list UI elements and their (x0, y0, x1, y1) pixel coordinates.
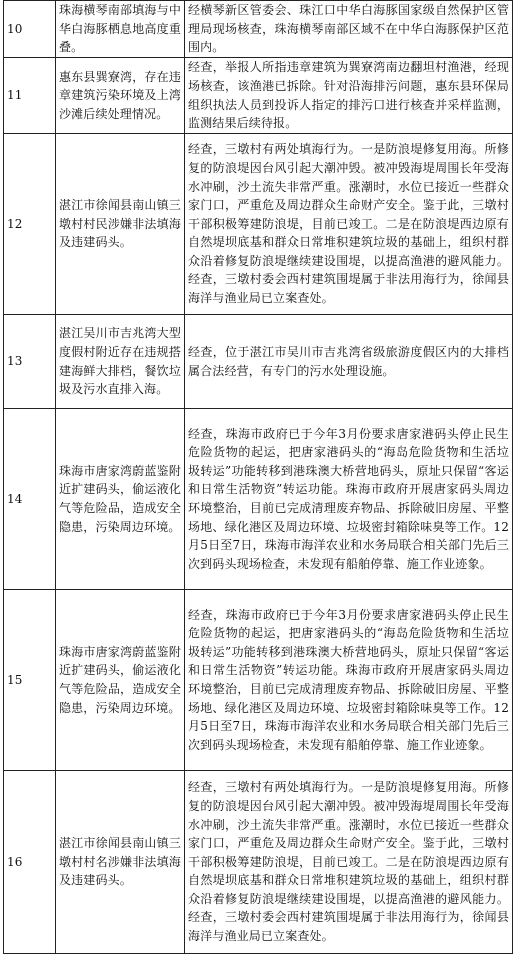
result-cell: 经查，举报人所指违章建筑为巽寮湾南边翻坦村渔港，经现场核查，该渔港已拆除。针对沿海排污问题，惠东县环保局组织执法人员到投诉人指定的排污口进行核查并采样监测，监测结果后续待报。 (185, 58, 513, 134)
row-number: 10 (4, 1, 56, 58)
row-number: 11 (4, 58, 56, 134)
row-number: 15 (4, 590, 56, 771)
table-row (4, 1, 513, 58)
table-row (4, 409, 513, 590)
result-cell: 经查，三墩村有两处填海行为。一是防浪堤修复用海。所修复的防浪堤因台风引起大潮冲毁。被冲毁海堤周围长年受海水冲刷，沙土流失非常严重。涨潮时，水位已接近一些群众家门口，严重危及周边群众生命财产安全。鉴于此，三墩村干部积极筹建防浪堤，目前已竣工。二是在防浪堤西边原有自然堤坝底基和群众日常堆积建筑垃圾的基础上，组织村群众沿着修复防浪堤继续建设围堤，以提高渔港的避风能力。经查，三墩村委会西村建筑围堤属于非法用海行为，徐闻县海洋与渔业局已立案查处。 (185, 771, 513, 954)
result-cell: 经横琴新区管委会、珠江口中华白海豚国家级自然保护区管理局现场核查，珠海横琴南部区域不在中华白海豚保护区范围内。 (185, 1, 513, 58)
issue-cell: 湛江吴川市吉兆湾大型度假村附近存在违规搭建海鲜大排档，餐饮垃圾及污水直排入海。 (56, 315, 185, 409)
row-number: 16 (4, 771, 56, 954)
table-row (4, 58, 513, 134)
complaint-table (3, 0, 513, 954)
result-cell: 经查，位于湛江市吴川市吉兆湾省级旅游度假区内的大排档属合法经营，有专门的污水处理设施。 (185, 315, 513, 409)
table-row (4, 315, 513, 409)
issue-cell: 珠海市唐家湾蔚蓝鉴附近扩建码头，偷运液化气等危险品，造成安全隐患，污染周边环境。 (56, 590, 185, 771)
table-row (4, 590, 513, 771)
table-row (4, 134, 513, 315)
row-number: 12 (4, 134, 56, 315)
issue-cell: 惠东县巽寮湾，存在违章建筑污染环境及上湾沙滩后续处理情况。 (56, 58, 185, 134)
row-number: 14 (4, 409, 56, 590)
result-cell: 经查，珠海市政府已于今年3月份要求唐家港码头停止民生危险货物的起运，把唐家港码头的“海岛危险货物和生活垃圾转运”功能转移到港珠澳大桥营地码头，原址只保留“客运和日常生活物资”转运功能。珠海市政府开展唐家码头周边环境整治，目前已完成清理废弃物品、拆除破旧房屋、平整场地、绿化港区及周边环境、垃圾密封箱除味臭等工作。12月5日至7日，珠海市海洋农业和水务局联合相关部门先后三次到码头现场检查，未发现有船舶停靠、施工作业迹象。 (185, 590, 513, 771)
issue-cell: 湛江市徐闻县南山镇三墩村村名涉嫌非法填海及违建码头。 (56, 771, 185, 954)
table-row (4, 771, 513, 954)
issue-cell: 湛江市徐闻县南山镇三墩村村民涉嫌非法填海及违建码头。 (56, 134, 185, 315)
result-cell: 经查，珠海市政府已于今年3月份要求唐家港码头停止民生危险货物的起运，把唐家港码头的“海岛危险货物和生活垃圾转运”功能转移到港珠澳大桥营地码头，原址只保留“客运和日常生活物资”转运功能。珠海市政府开展唐家码头周边环境整治，目前已完成清理废弃物品、拆除破旧房屋、平整场地、绿化港区及周边环境、垃圾密封箱除味臭等工作。12月5日至7日，珠海市海洋农业和水务局联合相关部门先后三次到码头现场检查，未发现有船舶停靠、施工作业迹象。 (185, 409, 513, 590)
issue-cell: 珠海横琴南部填海与中华白海豚栖息地高度重叠。 (56, 1, 185, 58)
row-number: 13 (4, 315, 56, 409)
result-cell: 经查，三墩村有两处填海行为。一是防浪堤修复用海。所修复的防浪堤因台风引起大潮冲毁。被冲毁海堤周围长年受海水冲刷，沙土流失非常严重。涨潮时，水位已接近一些群众家门口，严重危及周边群众生命财产安全。鉴于此，三墩村干部积极筹建防浪堤，目前已竣工。二是在防浪堤西边原有自然堤坝底基和群众日常堆积建筑垃圾的基础上，组织村群众沿着修复防浪堤继续建设围堤，以提高渔港的避风能力。经查，三墩村委会西村建筑围堤属于非法用海行为，徐闻县海洋与渔业局已立案查处。 (185, 134, 513, 315)
issue-cell: 珠海市唐家湾蔚蓝鉴附近扩建码头，偷运液化气等危险品，造成安全隐患，污染周边环境。 (56, 409, 185, 590)
